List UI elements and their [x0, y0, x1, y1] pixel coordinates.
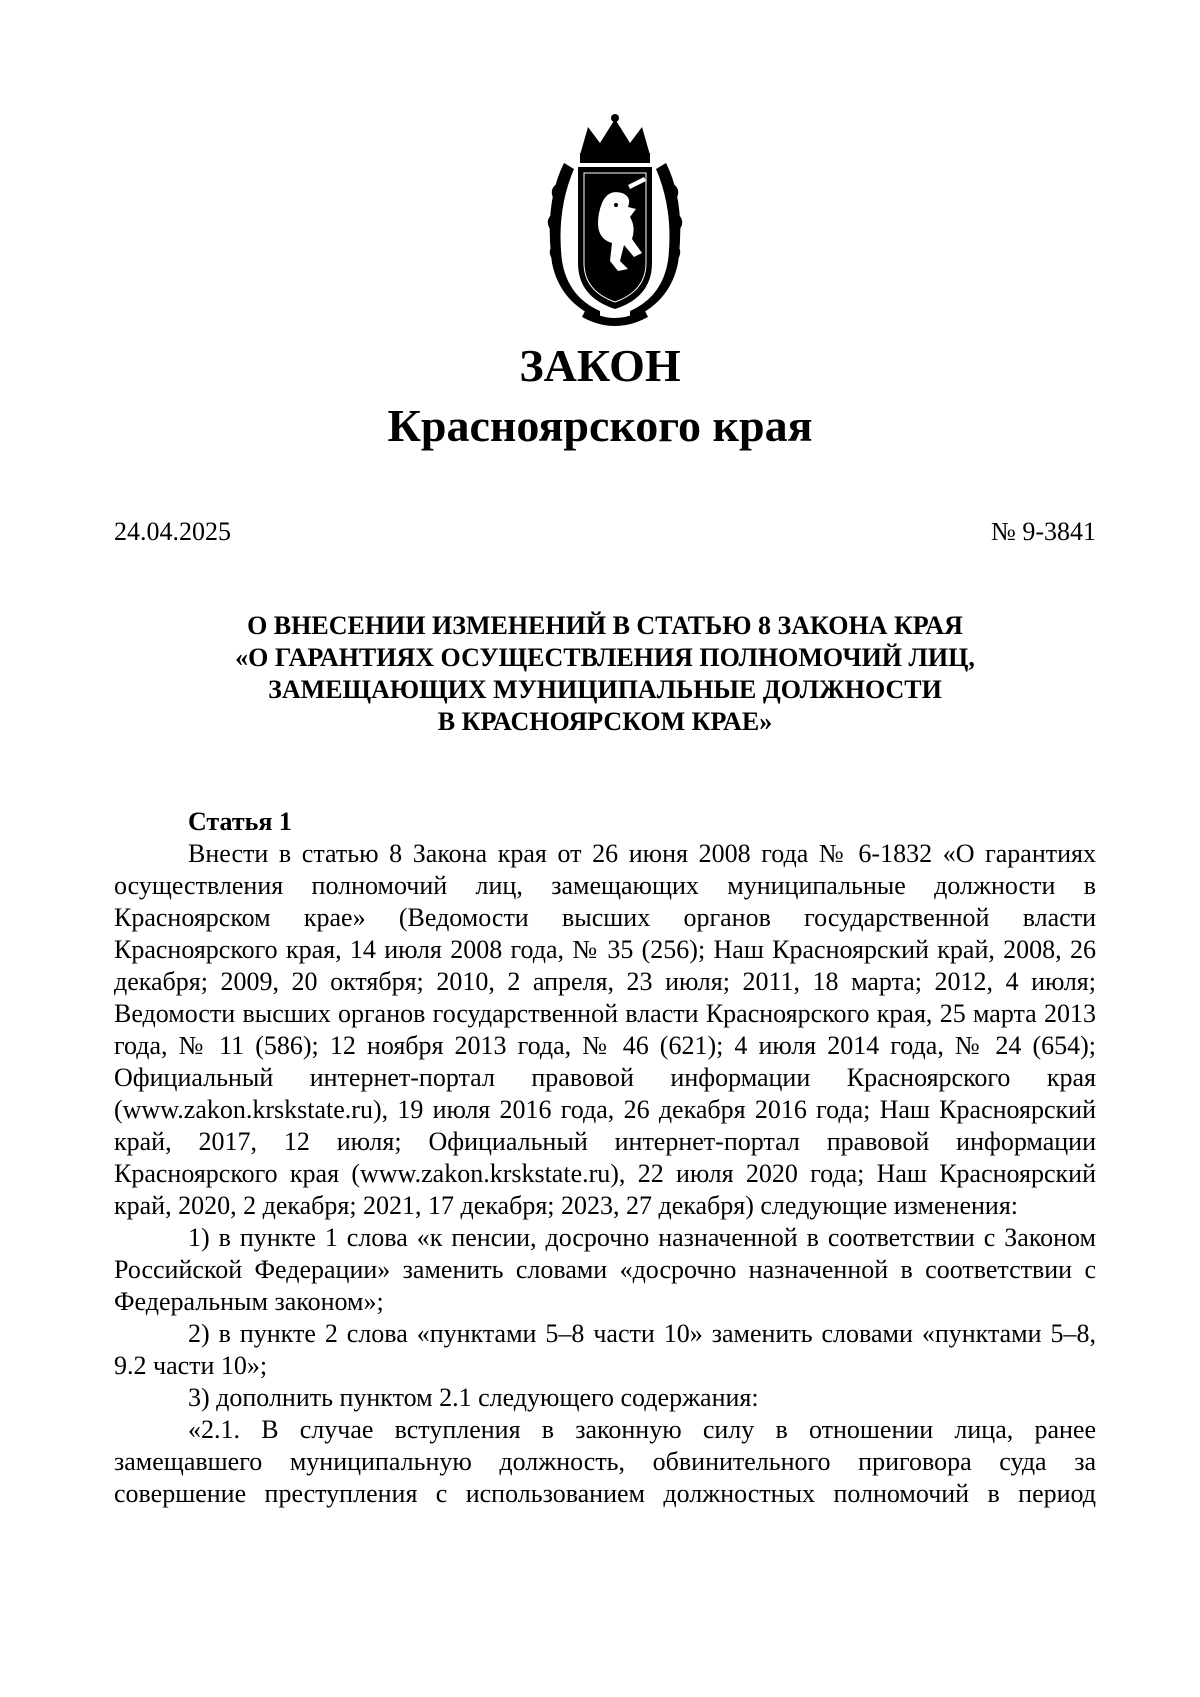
- coat-of-arms-icon: [530, 113, 700, 333]
- heading-line: В КРАСНОЯРСКОМ КРАЕ»: [437, 707, 773, 736]
- paragraph: 1) в пункте 1 слова «к пенсии, досрочно назначенной в соответствии с Законом Российской Федерации» заменить словами «досрочно назначенной в соответствии с Федеральным законом»;: [114, 1223, 1096, 1316]
- law-title: ЗАКОН: [519, 340, 681, 391]
- heading-line: О ВНЕСЕНИИ ИЗМЕНЕНИЙ В СТАТЬЮ 8 ЗАКОНА КРАЯ: [247, 611, 963, 640]
- paragraph: 2) в пункте 2 слова «пунктами 5–8 части 10» заменить словами «пунктами 5–8, 9.2 части 10»;: [114, 1319, 1096, 1380]
- paragraph: «2.1. В случае вступления в законную силу в отношении лица, ранее замещавшего муниципальную должность, обвинительного приговора суда за совершение преступления с использованием должностных полномочий в период: [114, 1415, 1096, 1508]
- law-number: № 9-3841: [991, 517, 1096, 546]
- law-subtitle: Красноярского края: [387, 400, 813, 451]
- meta-row: [114, 516, 1096, 548]
- article-title: Статья 1: [188, 807, 292, 836]
- heading-line: «О ГАРАНТИЯХ ОСУЩЕСТВЛЕНИЯ ПОЛНОМОЧИЙ ЛИЦ,: [235, 643, 975, 672]
- law-body: [114, 806, 1096, 1510]
- law-heading: [114, 610, 1096, 738]
- heading-line: ЗАМЕЩАЮЩИХ МУНИЦИПАЛЬНЫЕ ДОЛЖНОСТИ: [268, 675, 942, 704]
- paragraph: Внести в статью 8 Закона края от 26 июня 2008 года № 6-1832 «О гарантиях осуществления полномочий лиц, замещающих муниципальные должности в Красноярском крае» (Ведомости высших органов государственной власти Красноярского края, 14 июля 2008 года, № 35 (256); Наш Красноярский край, 2008, 26 декабря; 2009, 20 октября; 2010, 2 апреля, 23 июля; 2011, 18 марта; 2012, 4 июля; Ведомости высших органов государственной власти Красноярского края, 25 марта 2013 года, № 11 (586); 12 ноября 2013 года, № 46 (621); 4 июля 2014 года, № 24 (654); Официальный интернет-портал правовой информации Красноярского края (www.zakon.krskstate.ru), 19 июля 2016 года, 26 декабря 2016 года; Наш Красноярский край, 2017, 12 июля; Официальный интернет-портал правовой информации Красноярского края (www.zakon.krskstate.ru), 22 июля 2020 года; Наш Красноярский край, 2020, 2 декабря; 2021, 17 декабря; 2023, 27 декабря) следующие изменения:: [114, 839, 1096, 1220]
- law-date: 24.04.2025: [114, 517, 231, 546]
- paragraph: 3) дополнить пунктом 2.1 следующего содержания:: [188, 1383, 759, 1412]
